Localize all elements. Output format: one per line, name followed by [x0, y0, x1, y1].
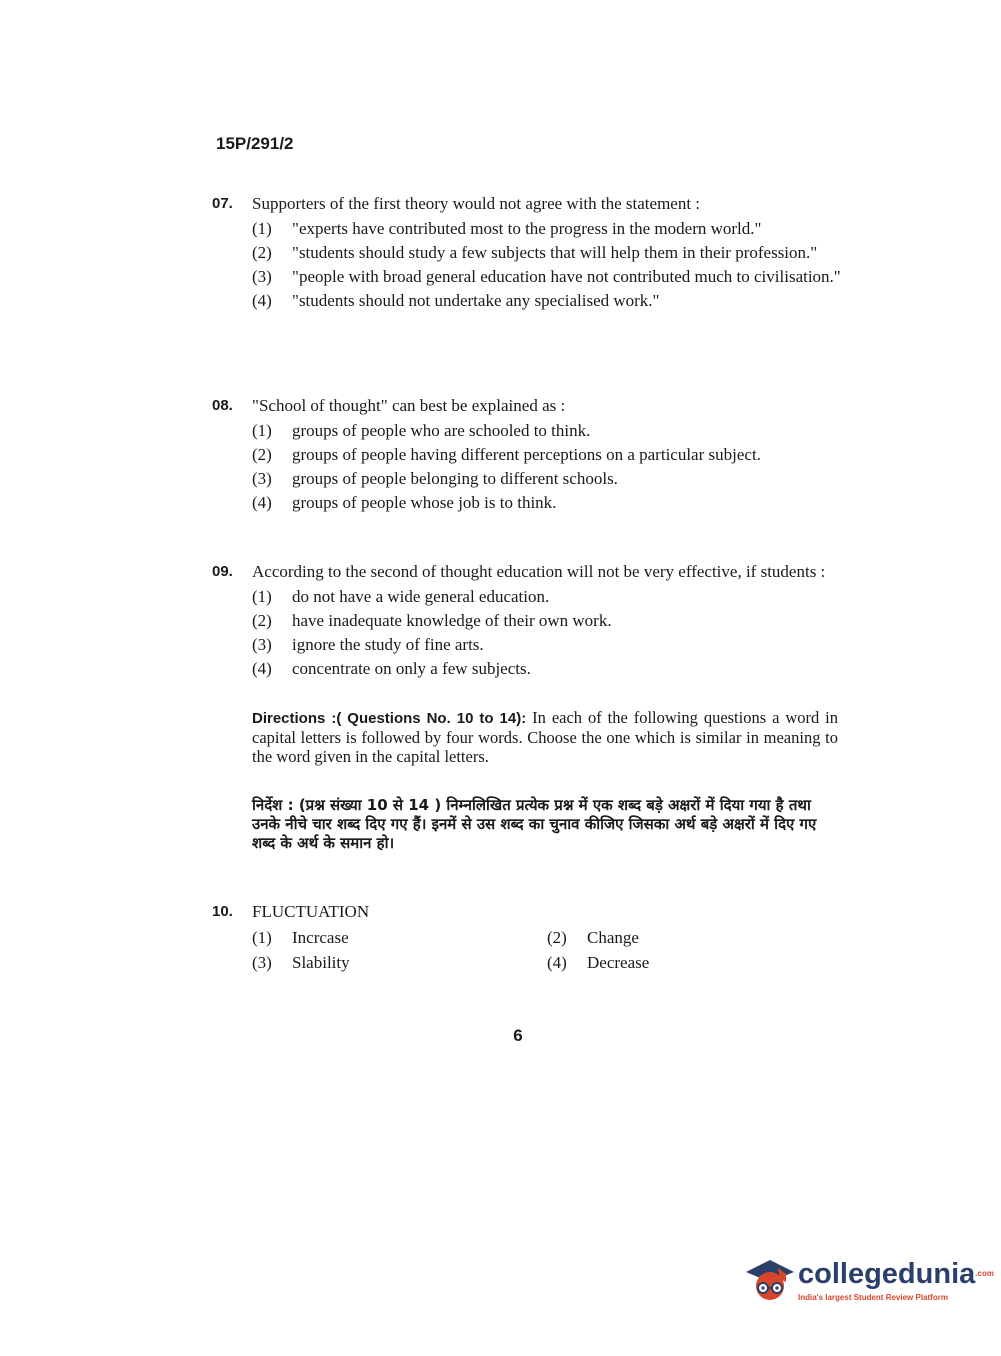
paper-code: 15P/291/2 [216, 134, 294, 153]
directions [252, 708, 838, 766]
question-number: 10. [212, 903, 233, 920]
question-number: 08. [212, 397, 233, 414]
brand-logo [742, 1252, 994, 1308]
mascot-icon [742, 1252, 798, 1308]
option [252, 928, 547, 947]
option [252, 445, 842, 464]
option [252, 611, 842, 630]
option-text: Decrease [587, 953, 650, 972]
brand-name-text: collegedunia [798, 1257, 976, 1290]
question-09 [212, 562, 842, 678]
option [252, 267, 842, 286]
option-text: have inadequate knowledge of their own work. [292, 611, 612, 630]
directions-hindi: निर्देश : (प्रश्न संख्या 10 से 14 ) निम्नलिखित प्रत्येक प्रश्न में एक शब्द बड़े अक्षरों में दिया गया है तथा उनके नीचे चार शब्द दिए गए हैं। इनमें से उस शब्द का चुनाव कीजिए जिसका अर्थ बड़े अक्षरों में दिए गए शब्द के अर्थ के समान हो। [252, 796, 817, 852]
option-text: groups of people belonging to different schools. [292, 469, 618, 488]
question-text: FLUCTUATION [252, 902, 370, 921]
option [252, 493, 842, 512]
option-text: "experts have contributed most to the progress in the modern world." [292, 219, 762, 238]
option-text: groups of people who are schooled to think. [292, 421, 591, 440]
brand-tagline: India's largest Student Review Platform [798, 1292, 948, 1302]
option-text: do not have a wide general education. [292, 587, 550, 606]
option-text: Change [587, 928, 639, 947]
option [252, 291, 842, 310]
option [252, 421, 842, 440]
option-number: (2) [547, 928, 567, 947]
option-text: groups of people having different perceptions on a particular subject. [292, 445, 761, 464]
brand-suffix: .com [975, 1268, 994, 1278]
option [252, 635, 842, 654]
option-number: (4) [252, 493, 272, 512]
option-number: (2) [252, 611, 272, 630]
option-text: "students should not undertake any specialised work." [292, 291, 660, 310]
option-number: (3) [252, 267, 272, 286]
directions-label: Directions :( Questions No. 10 to 14): [252, 710, 527, 727]
option-number: (3) [252, 953, 272, 972]
option-text: groups of people whose job is to think. [292, 493, 557, 512]
option [252, 243, 842, 262]
option [252, 469, 842, 488]
question-text: Supporters of the first theory would not agree with the statement : [252, 194, 701, 213]
option-number: (2) [252, 243, 272, 262]
option-text: "people with broad general education have not contributed much to civilisation." [292, 267, 841, 286]
question-10 [212, 902, 842, 972]
option [252, 587, 842, 606]
option-text: "students should study a few subjects that will help them in their profession." [292, 243, 818, 262]
question-text: According to the second of thought education will not be very effective, if students : [252, 562, 826, 581]
question-08 [212, 396, 842, 512]
question-number: 09. [212, 563, 233, 580]
option-number: (1) [252, 928, 272, 947]
option-number: (1) [252, 587, 272, 606]
option [547, 953, 797, 972]
option-text: Incrcase [292, 928, 349, 947]
question-number: 07. [212, 195, 233, 212]
option [252, 219, 842, 238]
option-number: (2) [252, 445, 272, 464]
option [252, 659, 842, 678]
option-text: concentrate on only a few subjects. [292, 659, 531, 678]
directions-text: In each of the following questions a word in capital letters is followed by four words. Choose the one which is similar in meaning to the word given in the capital letters. [252, 708, 839, 766]
option-number: (1) [252, 219, 272, 238]
option [547, 928, 797, 947]
option-text: ignore the study of fine arts. [292, 635, 484, 654]
brand-name [798, 1259, 994, 1289]
option-text: Slability [292, 953, 350, 972]
option-number: (1) [252, 421, 272, 440]
option-number: (3) [252, 635, 272, 654]
question-text: "School of thought" can best be explained as : [252, 396, 566, 415]
option-number: (4) [252, 291, 272, 310]
question-07 [212, 194, 842, 310]
option-number: (4) [252, 659, 272, 678]
page-number: 6 [513, 1026, 523, 1045]
option [252, 953, 547, 972]
option-number: (4) [547, 953, 567, 972]
option-number: (3) [252, 469, 272, 488]
